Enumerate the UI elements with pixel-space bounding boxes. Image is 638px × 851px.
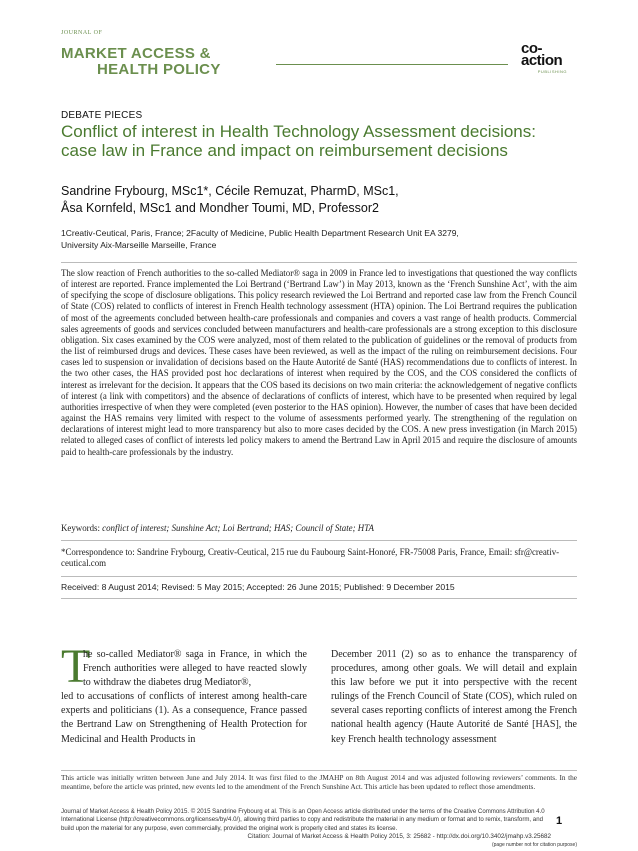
journal-name-small: JOURNAL OF [61, 30, 103, 36]
header-rule [276, 64, 508, 65]
abstract-top-rule [61, 262, 577, 263]
correspondence-rule [61, 576, 577, 577]
article-title: Conflict of interest in Health Technology Assessment decisions: case law in France and impact on reimbursement decisions [61, 122, 536, 160]
drop-cap: T [61, 640, 91, 693]
author-line-1: Sandrine Frybourg, MSc1*, Cécile Remuzat, PharmD, MSc1, [61, 184, 399, 198]
body-column-left [61, 648, 307, 747]
affiliations [61, 228, 571, 251]
body-left-text: led to accusations of conflicts of interest among health-care experts and politicians (1). As a consequence, France passed the Bertrand Law on Strengthening of Health Protection for Medicinal and Health Products in [61, 691, 307, 745]
journal-name-line1: MARKET ACCESS & [61, 45, 211, 62]
section-label: DEBATE PIECES [61, 110, 143, 121]
author-line-2: Åsa Kornfeld, MSc1 and Mondher Toumi, MD, Professor2 [61, 201, 379, 215]
dates-rule [61, 598, 577, 599]
affiliation-line-2: University Aix-Marseille Marseille, France [61, 239, 217, 250]
footnote: This article was initially written between June and July 2014. It was first filed to the JMAHP on 8th August 2014 and was adjusted following reviewers’ comments. In the meantime, before the article was printed, new events led to the amendment of the French Sunshine Act. This article has been updated to reflect those amendments. [61, 773, 577, 792]
page-number: 1 [556, 815, 563, 827]
correspondence: *Correspondence to: Sandrine Frybourg, Creativ-Ceutical, 215 rue du Faubourg Saint-Honoré, FR-75008 Paris, France, Email: sfr@creativ-ceutical.com [61, 547, 560, 568]
author-list [61, 183, 561, 217]
publisher-logo [521, 40, 567, 74]
footnote-rule [61, 770, 577, 771]
body-left-intro: he so-called Mediator® saga in France, in which the French authorities were alleged to have reacted slowly to withdraw the diabetes drug Mediator®, [83, 649, 307, 689]
license-text: Journal of Market Access & Health Policy 2015. © 2015 Sandrine Frybourg et al. This is an Open Access article distributed under the terms of the Creative Commons Attribution 4.0 International License (http://creativecommons.org/licenses/by/4.0/), allowing third parties to copy and redistribute the material in any medium or format and to remix, transform, and build upon the material for any purpose, even commercially, provided the original work is properly cited and states its license. [61, 808, 545, 832]
journal-name-line2: HEALTH POLICY [97, 61, 221, 78]
body-column-right: December 2011 (2) so as to enhance the transparency of procedures, among other goals. We will detail and explain this law before we put it into perspective with the recent rulings of the French Council of State (COS), which ruled on several cases reporting conflicts of interest among the French national health agency (Haute Autorité de Santé [HAS], the key French health technology assessment [331, 649, 577, 745]
publisher-logo-line1: co- [521, 40, 542, 57]
publisher-logo-sub: PUBLISHING [537, 69, 567, 74]
keywords-list: conflict of interest; Sunshine Act; Loi Bertrand; HAS; Council of State; HTA [102, 523, 374, 533]
citation-line: Citation: Journal of Market Access & Health Policy 2015, 3: 25682 - http://dx.doi.org/10.3402/jmahp.v3.25682 [247, 833, 551, 840]
abstract: The slow reaction of French authorities to the so-called Mediator® saga in 2009 in France led to investigations that questioned the way conflicts of interest are reported. France implemented the Loi Bertrand (‘Bertrand Law’) in May 2013, known as the ‘French Sunshine Act’, with the aim of specifying the scope of disclosure obligations. This policy research reviewed the Loi Bertrand and reported case law from the French Council of State (COS) related to conflicts of interest in French Health technology assessment (HTA) opinion. The Loi Bertrand requires the publication of most of the agreements concluded between health-care professionals and companies and covers a vast range of health products. Commercial sales agreements of goods and services concluded between manufacturers and health-care professionals are a strong exception to this disclosure obligation. Six cases examined by the COS were analyzed, most of them related to the publication of guidelines or the removal of products from the list of reimbursed drugs and devices. These cases have been reviewed, as well as the impact of the ruling on reimbursement decisions. Four cases led to suspension or invalidation of decisions based on the Haute Autorité de Santé (HAS) recommendations due to conflicts of interest. In the two other cases, the HAS provided post hoc declarations of interest when required by the COS, and the COS considered the conflicts of interest as irrelevant for the decision. It appears that the COS based its decisions on two main criteria: the acknowledgement of negative conflicts of interest (a link with competitors) and the absence of declarations of conflicts of interest, which have to be presented when required by legal authorities irrespective of when they were completed (even posterior to the HAS opinion). However, the number of cases that have been decided against the HAS remains very limited with respect to the volume of assessments performed yearly. The strengthening of the regulation on declarations of interest might lead to more transparency but also to more cases decided by the COS. A new press investigation (in March 2015) related to alleged cases of conflict of interests led policy makers to amend the Bertrand Law in April 2015 and require the disclosure of amounts paid to health-care professionals by the industry. [61, 268, 577, 457]
dates-line: Received: 8 August 2014; Revised: 5 May 2015; Accepted: 26 June 2015; Published: 9 December 2015 [61, 582, 455, 592]
keywords-label: Keywords: [61, 523, 100, 533]
publisher-logo-line2: action [521, 52, 563, 69]
page-note: (page number not for citation purpose) [491, 842, 577, 848]
keywords [61, 523, 577, 534]
affiliation-line-1: 1Creativ-Ceutical, Paris, France; 2Faculty of Medicine, Public Health Department Research Unit EA 3279, [61, 228, 459, 238]
keywords-rule [61, 540, 577, 541]
